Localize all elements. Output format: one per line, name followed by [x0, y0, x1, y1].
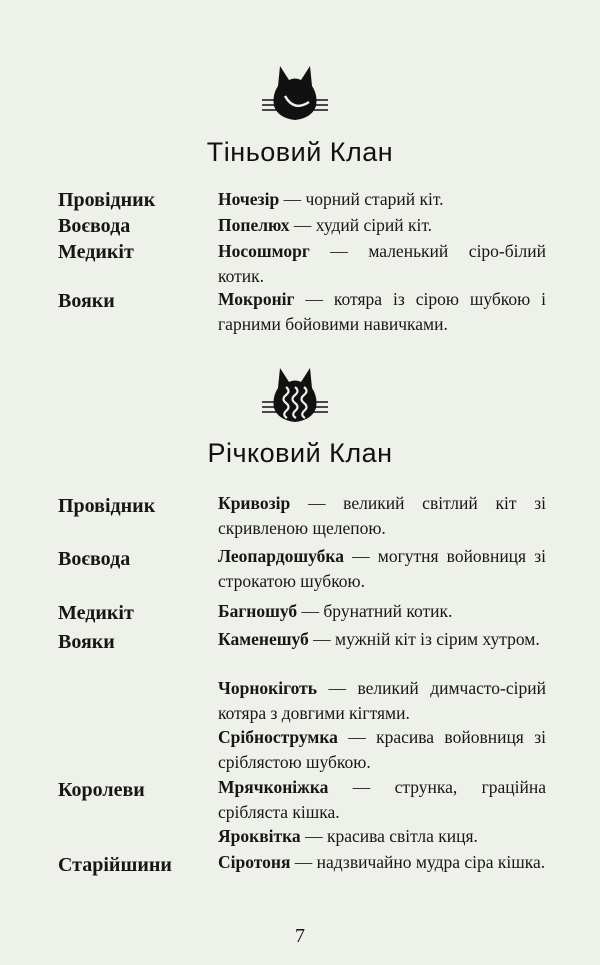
river-rank-deputy: Воєвода	[58, 548, 131, 570]
cat-description: — надзвичайно мудра сіра кішка.	[290, 852, 546, 872]
shadow-rank-deputy: Воєвода	[58, 215, 131, 237]
cat-description: — струнка, граційна срібляста кішка.	[218, 777, 546, 822]
river-clan-title: Річковий Клан	[207, 438, 393, 468]
shadow-entry-leader	[218, 187, 546, 212]
river-entry-deputy	[218, 544, 546, 594]
cat-name: Сіротоня	[218, 852, 291, 872]
cat-name: Попелюх	[218, 215, 290, 235]
river-entry-leader	[218, 491, 546, 541]
cat-name: Леопардошубка	[218, 546, 344, 566]
river-entry-queen-1	[218, 775, 546, 825]
river-entry-queen-2	[218, 824, 546, 849]
shadow-rank-medicine: Медикіт	[58, 241, 134, 263]
cat-description: — могутня войовниця зі строкатою шубкою.	[218, 546, 546, 591]
cat-description: — великий світлий кіт зі скривленою щелепою.	[218, 493, 546, 538]
shadow-entry-warrior	[218, 287, 546, 337]
cat-name: Кривозір	[218, 493, 291, 513]
cat-description: — котяра із сірою шубкою і гарними бойовими навичками.	[218, 289, 546, 334]
cat-name: Мокроніг	[218, 289, 295, 309]
shadow-clan-title: Тіньовий Клан	[206, 137, 394, 167]
cat-description: — брунатний котик.	[297, 601, 453, 621]
cat-description: — великий димчасто-сірий котяра з довгими кігтями.	[218, 678, 546, 723]
river-entry-warrior-1	[218, 627, 546, 652]
shadow-entry-deputy	[218, 213, 546, 238]
shadow-rank-warriors: Вояки	[58, 290, 115, 312]
cat-name: Ночезір	[218, 189, 280, 209]
shadow-clan-cat-head-icon	[260, 62, 330, 124]
cat-description: — маленький сіро-білий котик.	[218, 241, 546, 286]
river-clan-cat-head-icon	[260, 364, 330, 426]
page-number: 7	[295, 925, 305, 947]
river-entry-elder-1	[218, 850, 546, 875]
river-rank-queens: Королеви	[58, 779, 145, 801]
cat-name: Носошморг	[218, 241, 310, 261]
river-rank-leader: Провідник	[58, 495, 156, 517]
shadow-rank-leader: Провідник	[58, 189, 156, 211]
river-rank-medicine: Медикіт	[58, 602, 134, 624]
cat-name: Мрячконіжка	[218, 777, 329, 797]
cat-description: — мужній кіт із сірим хутром.	[308, 629, 540, 649]
cat-name: Чорнокіготь	[218, 678, 317, 698]
river-entry-medicine	[218, 599, 546, 624]
cat-name: Яроквітка	[218, 826, 301, 846]
river-rank-elders: Старійшини	[58, 854, 172, 876]
river-entry-warrior-2	[218, 676, 546, 726]
cat-description: — худий сірий кіт.	[289, 215, 433, 235]
cat-description: — красива світла киця.	[300, 826, 478, 846]
cat-name: Срібнострумка	[218, 727, 338, 747]
cat-description: — красива войовниця зі сріблястою шубкою.	[218, 727, 546, 772]
cat-description: — чорний старий кіт.	[279, 189, 444, 209]
cat-name: Багношуб	[218, 601, 298, 621]
shadow-entry-medicine	[218, 239, 546, 289]
river-entry-warrior-3	[218, 725, 546, 775]
river-rank-warriors: Вояки	[58, 631, 115, 653]
cat-name: Каменешуб	[218, 629, 309, 649]
